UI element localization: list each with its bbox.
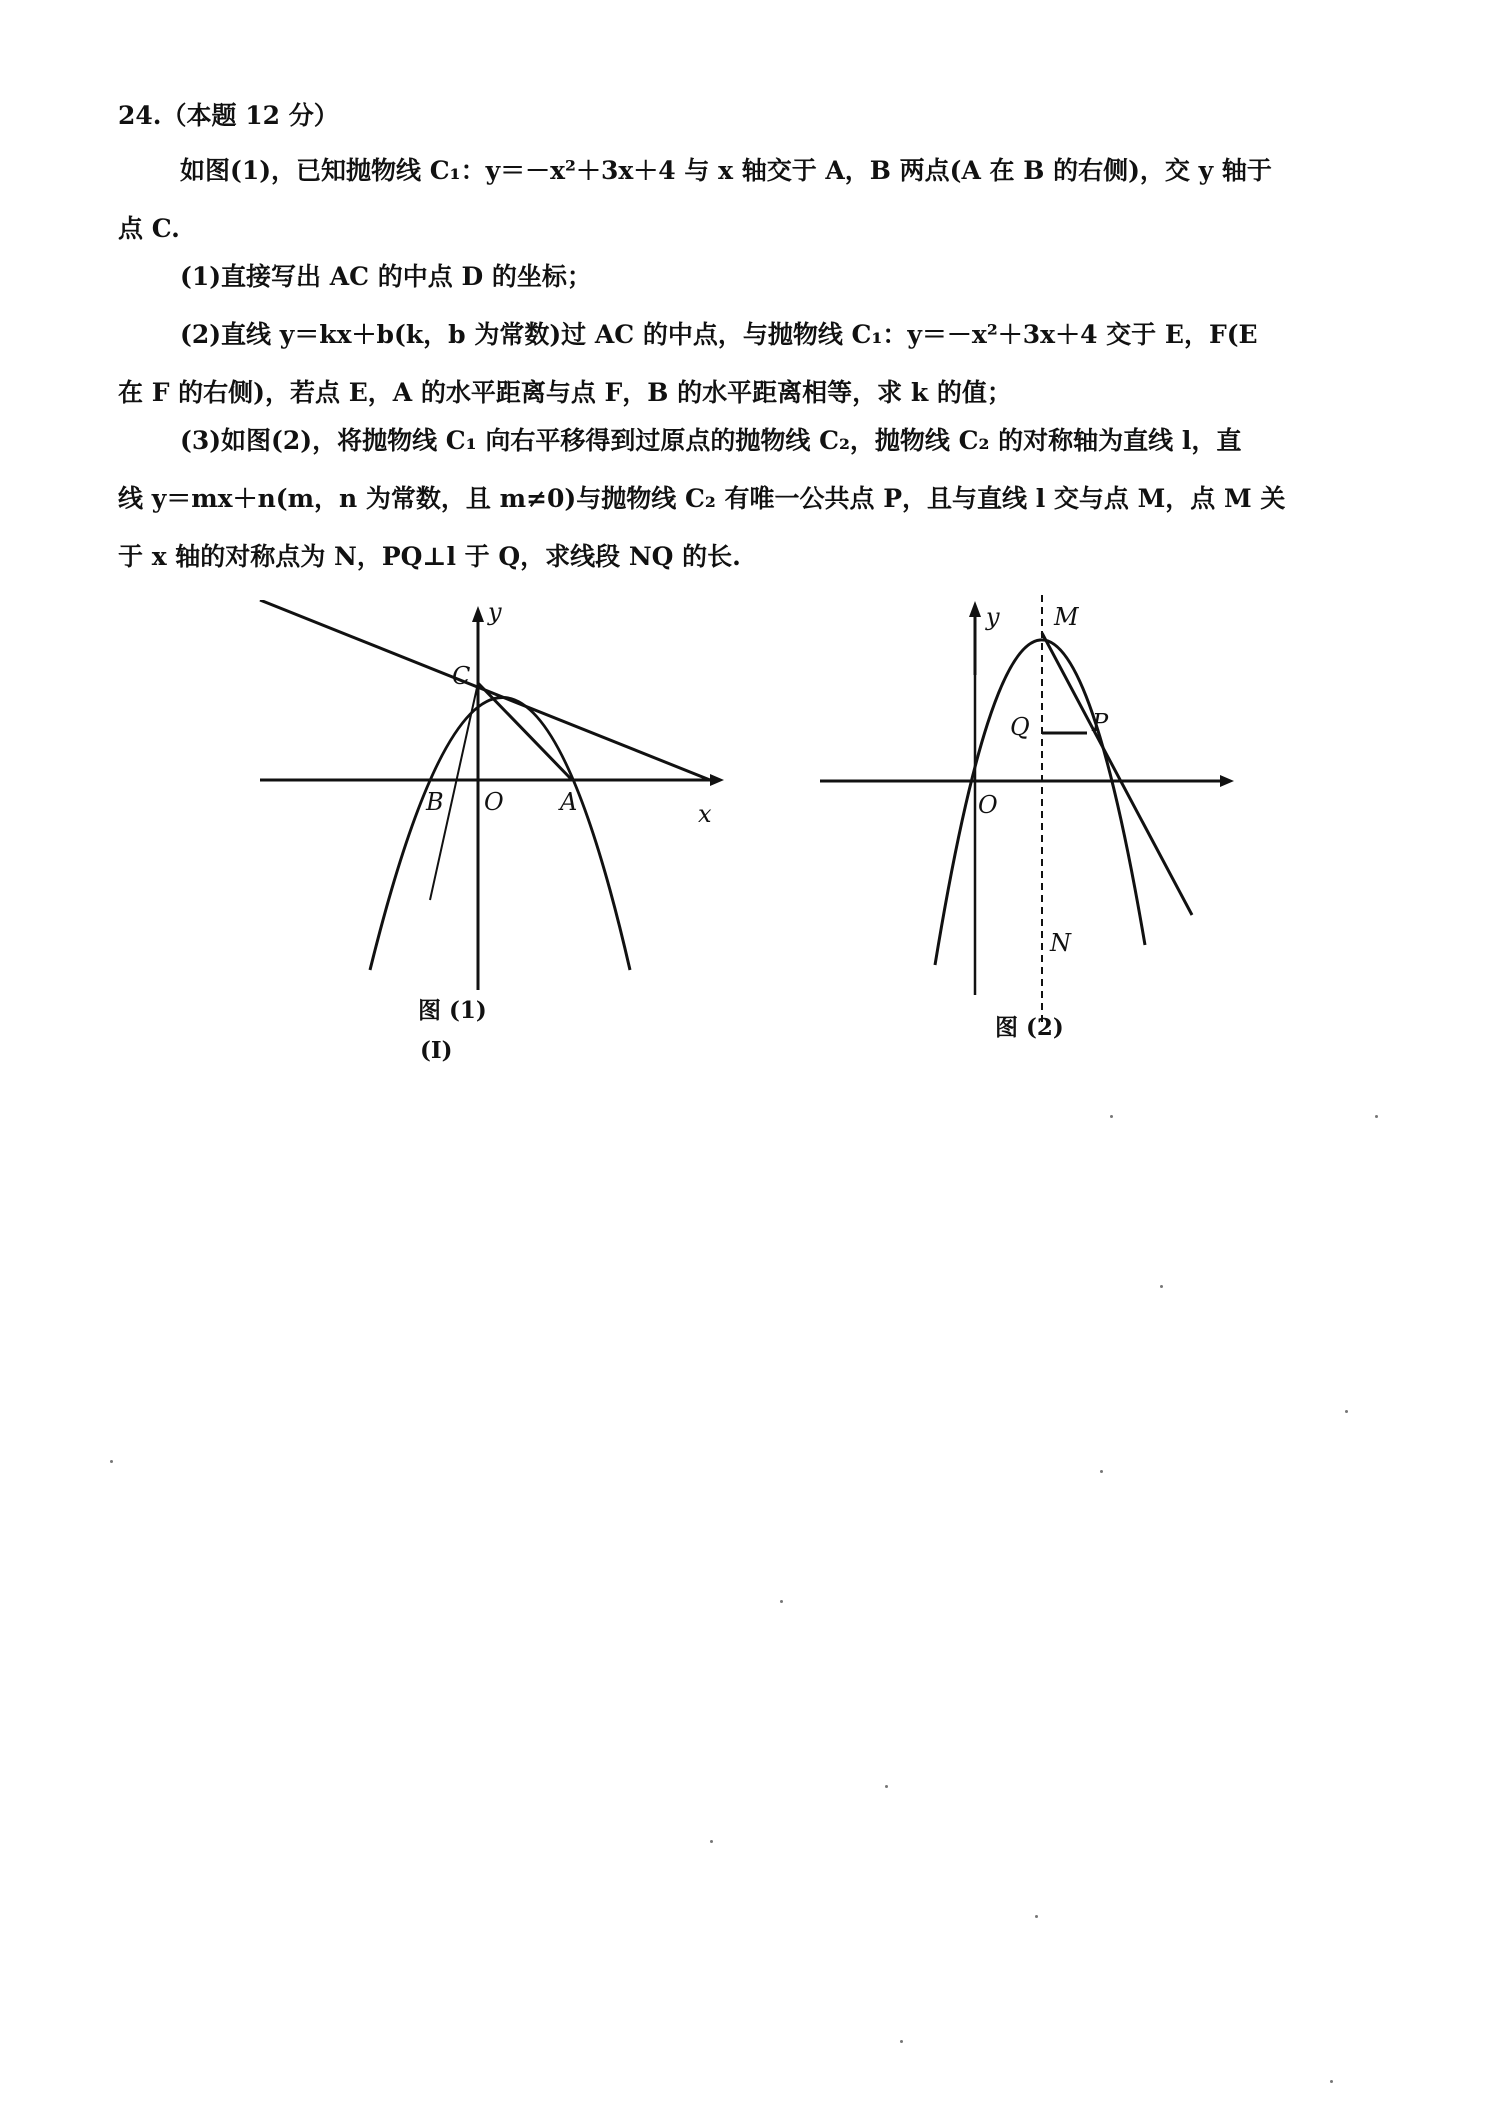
figure-2-graph — [810, 585, 1270, 1075]
y-axis-arrow-icon — [969, 601, 981, 617]
fig2-label-n: N — [1050, 929, 1071, 957]
scan-speck — [1035, 1915, 1038, 1918]
parabola-c1 — [370, 698, 630, 971]
figure-2 — [810, 585, 1270, 1075]
figure-2-caption: 图 (2) — [995, 1014, 1064, 1041]
figure-1-graph — [240, 600, 740, 1080]
scan-speck — [1345, 1410, 1348, 1413]
fig2-label-q: Q — [1010, 713, 1030, 741]
figure-1-subcaption: (Ⅰ) — [420, 1037, 453, 1064]
intro-line-1: 如图(1)，已知抛物线 C₁：y＝－x²＋3x＋4 与 x 轴交于 A，B 两点(A 在 B 的右侧)，交 y 轴于 — [180, 156, 1272, 185]
fig1-label-c: C — [452, 662, 471, 690]
fig1-label-x: x — [698, 800, 712, 828]
x-axis-arrow-icon — [710, 774, 724, 786]
scan-speck — [780, 1600, 783, 1603]
part2-line-1: (2)直线 y＝kx＋b(k，b 为常数)过 AC 的中点，与抛物线 C₁：y＝－x²＋3x＋4 交于 E，F(E — [180, 320, 1258, 349]
figure-1-caption: 图 (1) — [418, 997, 487, 1024]
fig2-label-o: O — [978, 791, 998, 819]
tangent-line-mn — [1042, 633, 1192, 915]
scan-speck — [710, 1840, 713, 1843]
part3-line-1: (3)如图(2)，将抛物线 C₁ 向右平移得到过原点的抛物线 C₂，抛物线 C₂ 的对称轴为直线 l，直 — [180, 426, 1242, 455]
scan-speck — [1160, 1285, 1163, 1288]
scan-speck — [885, 1785, 888, 1788]
figure-1 — [240, 600, 740, 1080]
part3-line-3: 于 x 轴的对称点为 N，PQ⊥l 于 Q，求线段 NQ 的长. — [118, 542, 741, 571]
problem-heading: 24.（本题 12 分） — [118, 101, 339, 130]
segment-ac — [478, 683, 572, 780]
question-part-1 — [118, 248, 1358, 306]
fig2-label-y: y — [986, 603, 1000, 631]
scan-speck — [900, 2040, 903, 2043]
y-axis-arrow-icon — [472, 606, 484, 622]
fig1-label-a: A — [560, 788, 578, 816]
x-axis-arrow-icon — [1220, 775, 1234, 787]
scan-speck — [1330, 2080, 1333, 2083]
fig1-label-b: B — [426, 788, 444, 816]
part1-text: (1)直接写出 AC 的中点 D 的坐标； — [180, 262, 592, 291]
scan-speck — [1100, 1470, 1103, 1473]
scan-speck — [1110, 1115, 1113, 1118]
scan-speck — [110, 1460, 113, 1463]
fig2-label-p: P — [1092, 709, 1109, 737]
part2-line-2: 在 F 的右侧)，若点 E，A 的水平距离与点 F，B 的水平距离相等，求 k 的值； — [118, 378, 1012, 407]
fig1-label-y: y — [488, 600, 502, 626]
question-part-2 — [118, 306, 1358, 422]
fig2-label-m: M — [1054, 603, 1079, 631]
intro-line-2: 点 C. — [118, 214, 180, 243]
parabola-c2 — [935, 640, 1145, 965]
part3-line-2: 线 y＝mx＋n(m，n 为常数，且 m≠0)与抛物线 C₂ 有唯一公共点 P，且与直线 l 交与点 M，点 M 关 — [118, 484, 1286, 513]
fig1-label-o: O — [484, 788, 504, 816]
scan-speck — [1375, 1115, 1378, 1118]
problem-intro — [118, 142, 1358, 258]
question-part-3 — [118, 412, 1358, 586]
